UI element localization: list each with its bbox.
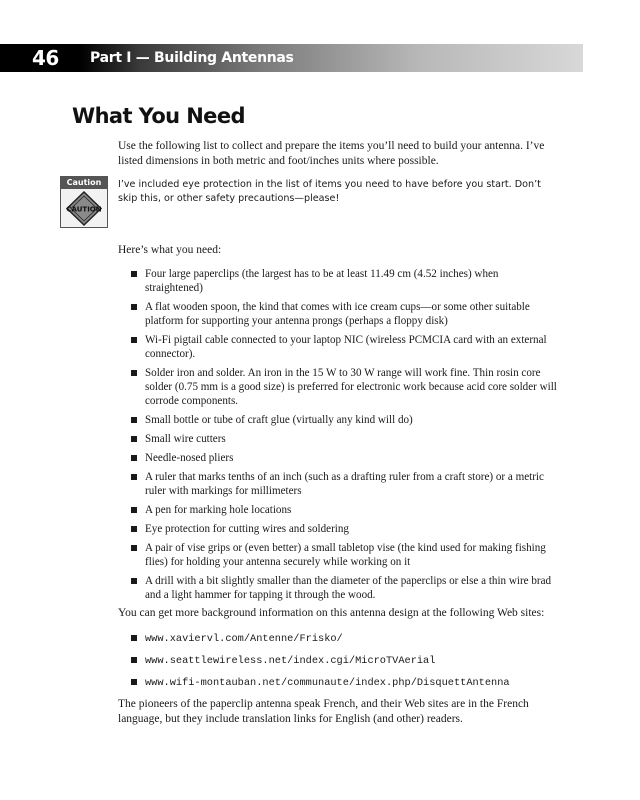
site-url: www.xaviervl.com/Antenne/Frisko/: [145, 633, 343, 645]
sites-list: [128, 631, 558, 697]
list-item: A pair of vise grips or (even better) a small tabletop vise (the kind used for making fishing flies) for holding your antenna securely while working on it: [128, 541, 558, 569]
list-item: Wi-Fi pigtail cable connected to your laptop NIC (wireless PCMCIA card with an external connector).: [128, 333, 558, 361]
list-item: Eye protection for cutting wires and soldering: [128, 522, 558, 536]
bullet-icon: [131, 370, 137, 376]
list-item: Needle-nosed pliers: [128, 451, 558, 465]
list-item: Four large paperclips (the largest has to be at least 11.49 cm (4.52 inches) when straightened): [128, 267, 558, 295]
caution-label: Caution: [61, 177, 107, 189]
bullet-icon: [131, 455, 137, 461]
bullet-icon: [131, 507, 137, 513]
list-item: Small bottle or tube of craft glue (virtually any kind will do): [128, 413, 558, 427]
list-item: A ruler that marks tenths of an inch (such as a drafting ruler from a craft store) or a metric ruler with markings for millimeters: [128, 470, 558, 498]
list-item: [128, 675, 558, 690]
caution-text: I’ve included eye protection in the list of items you need to have before you start. Don’t skip this, or other safety precautions—please!: [118, 179, 541, 204]
list-item: A drill with a bit slightly smaller than the diameter of the paperclips or else a thin wire brad and a light hammer for tapping it through the wood.: [128, 574, 558, 602]
bullet-icon: [131, 657, 137, 663]
section-heading: What You Need: [72, 104, 245, 128]
bullet-icon: [131, 417, 137, 423]
list-item: Solder iron and solder. An iron in the 15 W to 30 W range will work fine. Thin rosin core solder (0.75 mm is a good size) is preferred for electronic work because acid core solder will corrode components.: [128, 366, 558, 408]
bullet-icon: [131, 271, 137, 277]
list-item: Small wire cutters: [128, 432, 558, 446]
items-list: [128, 267, 558, 607]
bullet-icon: [131, 578, 137, 584]
caution-sign-icon: [65, 190, 103, 227]
bullet-icon: [131, 474, 137, 480]
bullet-icon: [131, 337, 137, 343]
bullet-icon: [131, 526, 137, 532]
bullet-icon: [131, 635, 137, 641]
list-item: A flat wooden spoon, the kind that comes with ice cream cups—or some other suitable platform for supporting your antenna prongs (perhaps a floppy disk): [128, 300, 558, 328]
caution-icon: [60, 176, 108, 228]
list-item: [128, 653, 558, 668]
bullet-icon: [131, 436, 137, 442]
intro-paragraph: Use the following list to collect and prepare the items you’ll need to build your antenna. I’ve listed dimensions in both metric and foot/inches units where possible.: [118, 140, 545, 167]
bullet-icon: [131, 679, 137, 685]
page-number: 46: [32, 46, 59, 70]
list-item: [128, 631, 558, 646]
need-intro: Here’s what you need:: [118, 244, 222, 256]
list-item: A pen for marking hole locations: [128, 503, 558, 517]
bullet-icon: [131, 545, 137, 551]
caution-sign-text: CAUTION: [66, 205, 102, 214]
web-intro: You can get more background information on this antenna design at the following Web sites:: [118, 607, 545, 619]
running-head: Part I — Building Antennas: [90, 50, 294, 66]
site-url: www.wifi-montauban.net/communaute/index.php/DisquettAntenna: [145, 677, 510, 689]
bullet-icon: [131, 304, 137, 310]
closing-paragraph: The pioneers of the paperclip antenna speak French, and their Web sites are in the French language, but they include translation links for English (and other) readers.: [118, 698, 529, 725]
site-url: www.seattlewireless.net/index.cgi/MicroTVAerial: [145, 655, 436, 667]
